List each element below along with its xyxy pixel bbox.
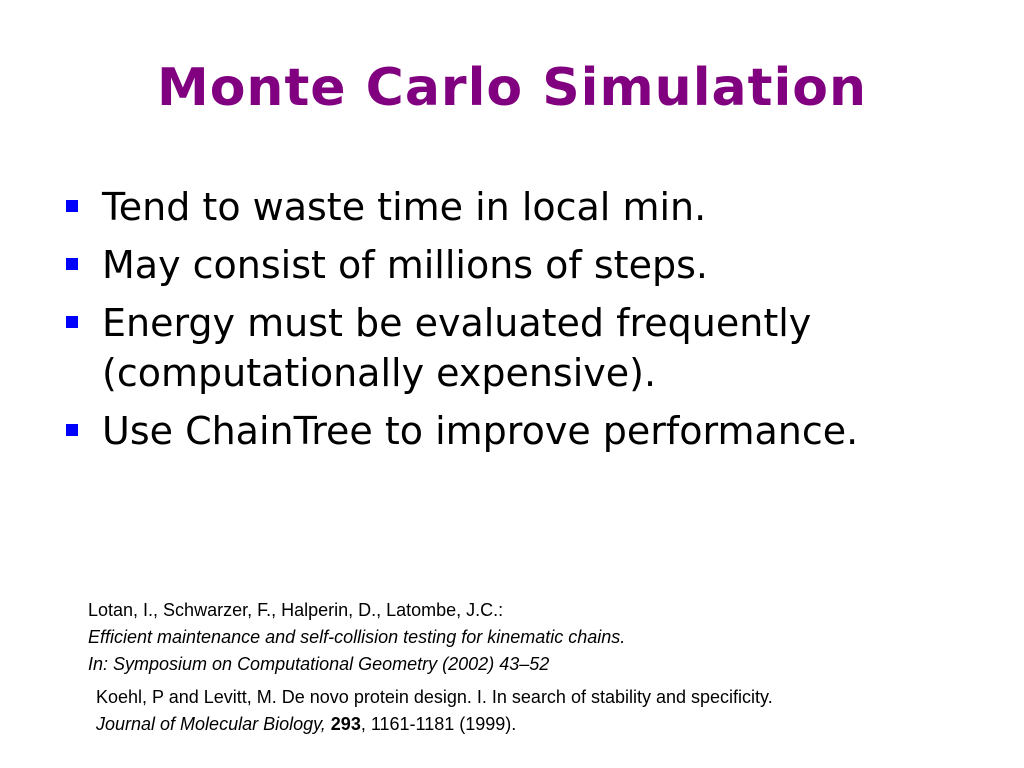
reference-koehl (88, 684, 988, 738)
reference-authors: Lotan, I., Schwarzer, F., Halperin, D., Latombe, J.C.: (88, 600, 504, 620)
bullet-item (60, 182, 980, 232)
square-bullet-icon (66, 258, 78, 270)
reference-venue: In: Symposium on Computational Geometry (2002) 43–52 (88, 654, 550, 674)
reference-lotan (88, 597, 988, 678)
square-bullet-icon (66, 316, 78, 328)
reference-volume: 293 (330, 714, 361, 734)
slide-title: Monte Carlo Simulation (156, 58, 868, 118)
bullet-item (60, 240, 980, 290)
bullet-list (60, 182, 980, 464)
bullet-text-continuation: (computationally expensive). (102, 351, 657, 395)
bullet-text: Energy must be evaluated frequently (102, 301, 812, 345)
references (88, 597, 988, 738)
bullet-item (60, 298, 980, 398)
reference-journal: Journal of Molecular Biology, (96, 714, 326, 734)
bullet-text: Use ChainTree to improve performance. (102, 409, 859, 453)
bullet-item (60, 406, 980, 456)
reference-citation: Koehl, P and Levitt, M. De novo protein design. I. In search of stability and specificity. (96, 687, 773, 707)
square-bullet-icon (66, 200, 78, 212)
bullet-text: May consist of millions of steps. (102, 243, 708, 287)
square-bullet-icon (66, 424, 78, 436)
reference-journal-line (96, 711, 988, 738)
reference-title: Efficient maintenance and self-collision testing for kinematic chains. (88, 627, 626, 647)
reference-pages: , 1161-1181 (1999). (360, 714, 517, 734)
bullet-text: Tend to waste time in local min. (102, 185, 707, 229)
